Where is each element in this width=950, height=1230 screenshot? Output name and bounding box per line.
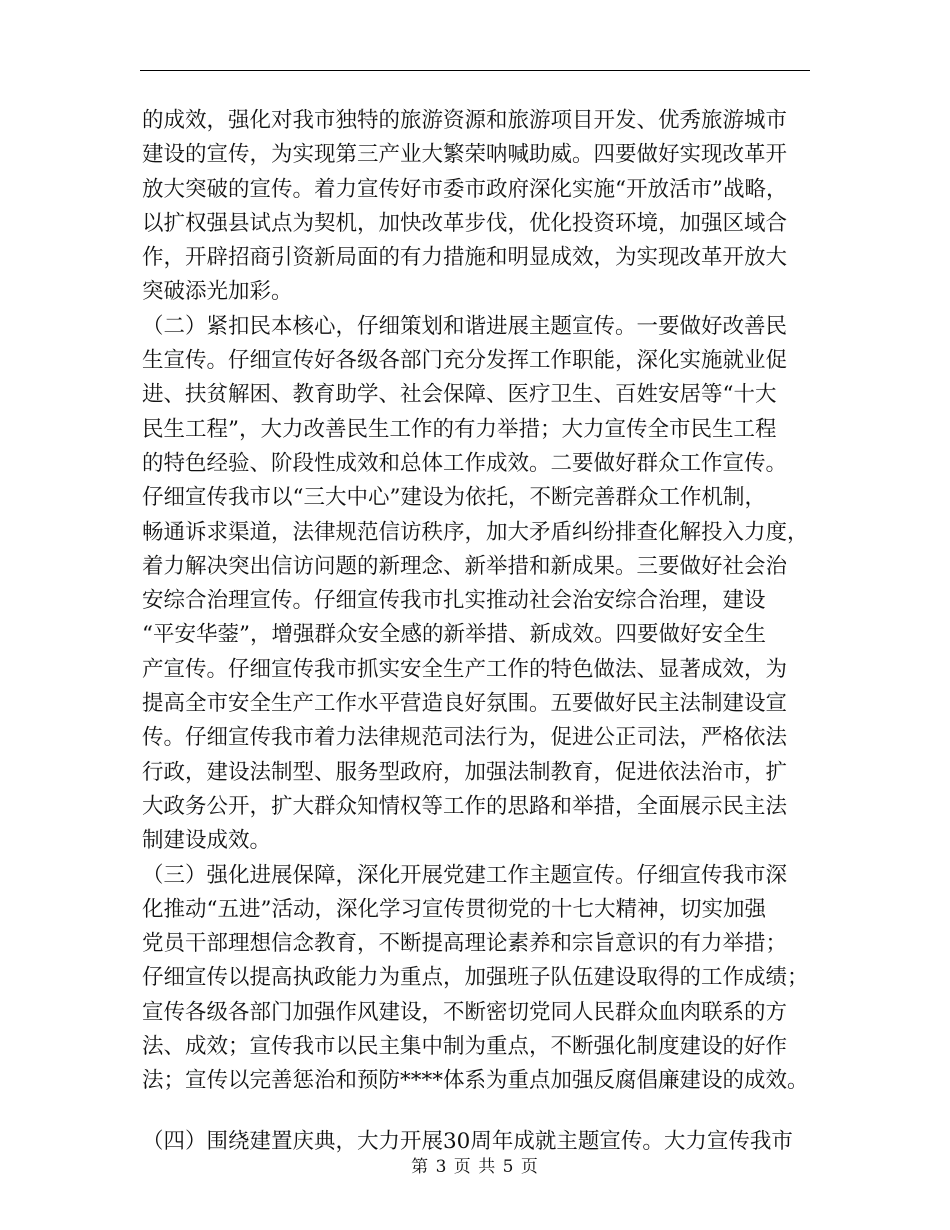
- text-line: 安综合治理宣传。仔细宣传我市扎实推动社会治安综合治理，建设: [142, 588, 766, 614]
- page-number-footer: 第 3 页 共 5 页: [411, 1157, 539, 1177]
- text-line: 提高全市安全生产工作水平营造良好氛围。五要做好民主法制建设宣: [142, 691, 788, 717]
- text-line: （三）强化进展保障，深化开展党建工作主题宣传。仔细宣传我市深: [142, 862, 788, 888]
- text-line: 党员干部理想信念教育，不断提高理论素养和宗旨意识的有力举措；: [142, 931, 788, 957]
- text-line: （四）围绕建置庆典，大力开展30周年成就主题宣传。大力宣传我市: [142, 1128, 793, 1154]
- text-line: 制建设成效。: [142, 828, 272, 854]
- text-line: 法；宣传以完善惩治和预防****体系为重点加强反腐倡廉建设的成效。: [142, 1068, 809, 1094]
- text-line: 民生工程”，大力改善民生工作的有力举措；大力宣传全市民生工程: [142, 416, 777, 442]
- text-line: 的特色经验、阶段性成效和总体工作成效。二要做好群众工作宣传。: [142, 450, 788, 476]
- text-line: 进、扶贫解困、教育助学、社会保障、医疗卫生、百姓安居等“十大: [142, 382, 777, 408]
- text-line: 突破添光加彩。: [142, 279, 293, 305]
- text-line: 传。仔细宣传我市着力法律规范司法行为，促进公正司法，严格依法: [142, 725, 788, 751]
- text-line: 法、成效；宣传我市以民主集中制为重点，不断强化制度建设的好作: [142, 1034, 788, 1060]
- text-line: 行政，建设法制型、服务型政府，加强法制教育，促进依法治市，扩: [142, 759, 788, 785]
- text-line: “平安华蓥”，增强群众安全感的新举措、新成效。四要做好安全生: [142, 622, 766, 648]
- paragraph-gap: [142, 1099, 810, 1125]
- text-line: 作，开辟招商引资新局面的有力措施和明显成效，为实现改革开放大: [142, 245, 788, 271]
- text-line: 生宣传。仔细宣传好各级各部门充分发挥工作职能，深化实施就业促: [142, 348, 788, 374]
- text-line: 宣传各级各部门加强作风建设，不断密切党同人民群众血肉联系的方: [142, 999, 788, 1025]
- text-line: 放大突破的宣传。着力宣传好市委市政府深化实施“开放活市”战略，: [142, 176, 788, 202]
- text-line: 以扩权强县试点为契机，加快改革步伐，优化投资环境，加强区域合: [142, 210, 788, 236]
- text-line: 化推动“五进”活动，深化学习宣传贯彻党的十七大精神，切实加强: [142, 896, 766, 922]
- text-line: 产宣传。仔细宣传我市抓实安全生产工作的特色做法、显著成效，为: [142, 656, 788, 682]
- text-line: 着力解决突出信访问题的新理念、新举措和新成果。三要做好社会治: [142, 553, 788, 579]
- text-line: 仔细宣传以提高执政能力为重点，加强班子队伍建设取得的工作成绩；: [142, 965, 809, 991]
- text-line: 畅通诉求渠道，法律规范信访秩序，加大矛盾纠纷排查化解投入力度，: [142, 519, 809, 545]
- text-line: （二）紧扣民本核心，仔细策划和谐进展主题宣传。一要做好改善民: [142, 313, 788, 339]
- text-line: 建设的宣传，为实现第三产业大繁荣呐喊助威。四要做好实现改革开: [142, 142, 788, 168]
- text-line: 仔细宣传我市以“三大中心”建设为依托，不断完善群众工作机制，: [142, 485, 766, 511]
- text-line: 的成效，强化对我市独特的旅游资源和旅游项目开发、优秀旅游城市: [142, 108, 788, 133]
- document-body: [142, 104, 810, 1159]
- text-line: 大政务公开，扩大群众知情权等工作的思路和举措，全面展示民主法: [142, 793, 788, 819]
- header-rule: [140, 70, 810, 71]
